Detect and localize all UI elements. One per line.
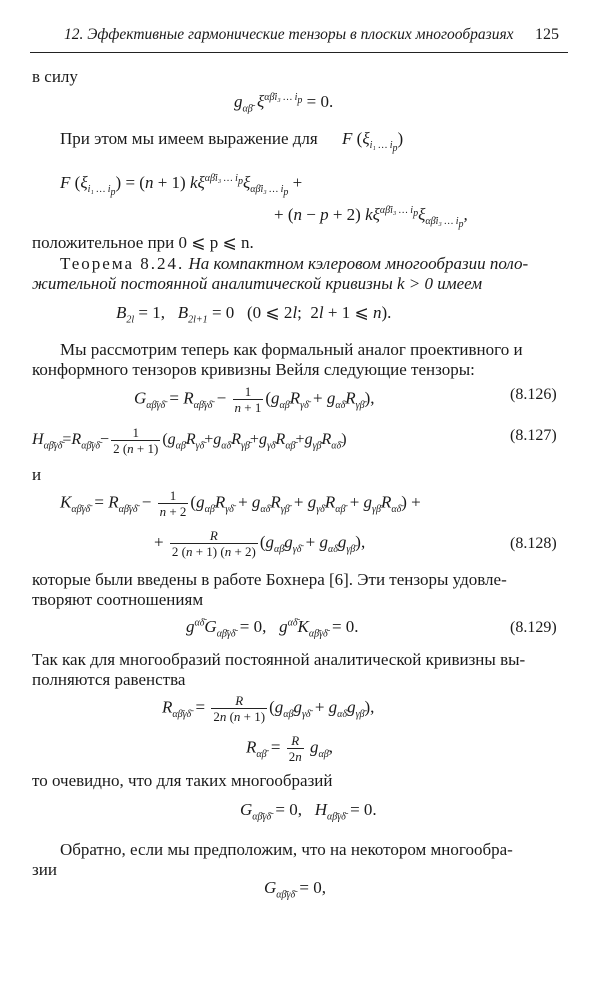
formula-contraction: $g_{\alpha\betā}$ $\xi^{\alpha\betāi_3 \dots i_p} = 0$. — [234, 92, 334, 115]
formula-betti: $B_{2l} = 1$, $B_{2l+1} = 0$ (0 ⩽ 2l; 2l + 1 ⩽ n). — [116, 303, 392, 326]
formula-K-line1: $K_{\alpha\betā\gamma\deltā} = R_{\alpha\betā\gamma\deltā}$ − $\frac{1}{n + 2}$ $(g_{\alpha\betā}R_{\gamma\deltā} + g_{\alpha\deltā}R_{\gamma\betā} + g_{\gamma\deltā}R_{\alpha\betā} + g_{\gamma\betā}R_{\alpha\deltā})$ + — [60, 488, 421, 519]
equation-number: (8.129) — [510, 619, 557, 636]
formula-H: $H_{\alpha\betā\gamma\deltā}=R_{\alpha\betā\gamma\deltā}-$ $\frac{1}{2 (n + 1)}$ $(g_{\alpha\betā}R_{\gamma\deltā}+g_{\alpha\deltā}R_{\gamma\betā}+g_{\gamma\deltā}R_{\alpha\betā}+g_{\gamma\betā}R_{\alpha\deltā})$ — [32, 425, 347, 456]
text-line: то очевидно, что для таких многообразий — [32, 771, 333, 790]
page-number: 125 — [535, 26, 559, 43]
text-line: конформного тензоров кривизны Вейля следующие тензоры: — [32, 360, 475, 379]
text-line: Так как для многообразий постоянной аналитической кривизны вы- — [32, 650, 526, 669]
text-line: и — [32, 465, 42, 484]
running-title: 12. Эффективные гармонические тензоры в плоских многообразиях — [64, 26, 514, 43]
formula-G: $G_{\alpha\betā\gamma\deltā} = R_{\alpha\betā\gamma\deltā}$ − $\frac{1}{n + 1}$ $(g_{\alpha\betā}R_{\gamma\deltā} + g_{\alpha\deltā}R_{\gamma\betā})$, — [134, 384, 375, 415]
equation-number: (8.128) — [510, 535, 557, 552]
text-line: которые были введены в работе Бохнера [6]. Эти тензоры удовле- — [32, 570, 507, 589]
equation-number: (8.127) — [510, 427, 557, 444]
text-line: зии — [32, 860, 57, 879]
text-line: Обратно, если мы предположим, что на некотором многообра- — [60, 840, 513, 859]
formula-F-inline: F $(\xi_{i_1 \dots i_p})$ — [342, 129, 404, 155]
formula-Ricci: $R_{\alpha\betā}$ = $\frac{R}{2n}$ $g_{\alpha\betā}$, — [246, 733, 333, 764]
text-line: творяют соотношениям — [32, 590, 204, 609]
formula-R-const: $R_{\alpha\betā\gamma\deltā}$ = $\frac{R}{2n (n + 1)}$ $(g_{\alpha\betā}g_{\gamma\deltā} + g_{\alpha\deltā}g_{\gamma\betā})$, — [162, 693, 375, 724]
formula-G-zero: $G_{\alpha\betā\gamma\deltā} = 0$, — [264, 878, 326, 901]
formula-K-line2: + $\frac{R}{2 (n + 1) (n + 2)}$ $(g_{\alpha\betā}g_{\gamma\deltā} + g_{\alpha\deltā}g_{\gamma\betā})$, — [154, 528, 366, 559]
theorem-text: жительной постоянной аналитической кривизны k > 0 имеем — [32, 274, 483, 293]
formula-traces: $g^{\alpha\deltā}G_{\alpha\betā\gamma\deltā} = 0$, $g^{\alpha\deltā}K_{\alpha\betā\gamma\deltā} = 0$. — [186, 617, 359, 640]
header-rule — [30, 52, 568, 53]
formula-GH-zero: $G_{\alpha\betā\gamma\deltā} = 0$, $H_{\alpha\betā\gamma\deltā} = 0$. — [240, 800, 377, 823]
formula-F-line2: + (n − p + 2) $k\xi^{\alpha\betāi_3 \dots i_p}\xi_{\alpha\betāi_3 \dots i_p}$, — [274, 205, 468, 231]
text-line: в силу — [32, 67, 78, 86]
text-line: положительное при 0 ⩽ p ⩽ n. — [32, 233, 254, 252]
formula-F-line1: F $(\xi_{i_1 \dots i_p}) = (n + 1) k\xi^{\alpha\betāi_3 \dots i_p}\xi_{\alpha\betāi_3 \dots i_p}$ + — [60, 173, 303, 199]
equation-number: (8.126) — [510, 386, 557, 403]
text-line: При этом мы имеем выражение для — [60, 129, 318, 148]
text-line: полняются равенства — [32, 670, 186, 689]
text-line: Мы рассмотрим теперь как формальный аналог проективного и — [60, 340, 523, 359]
theorem-text: На компактном кэлеровом многообразии поло- — [188, 254, 529, 273]
theorem-head: Теорема 8.24. — [60, 254, 185, 273]
theorem — [60, 254, 528, 274]
